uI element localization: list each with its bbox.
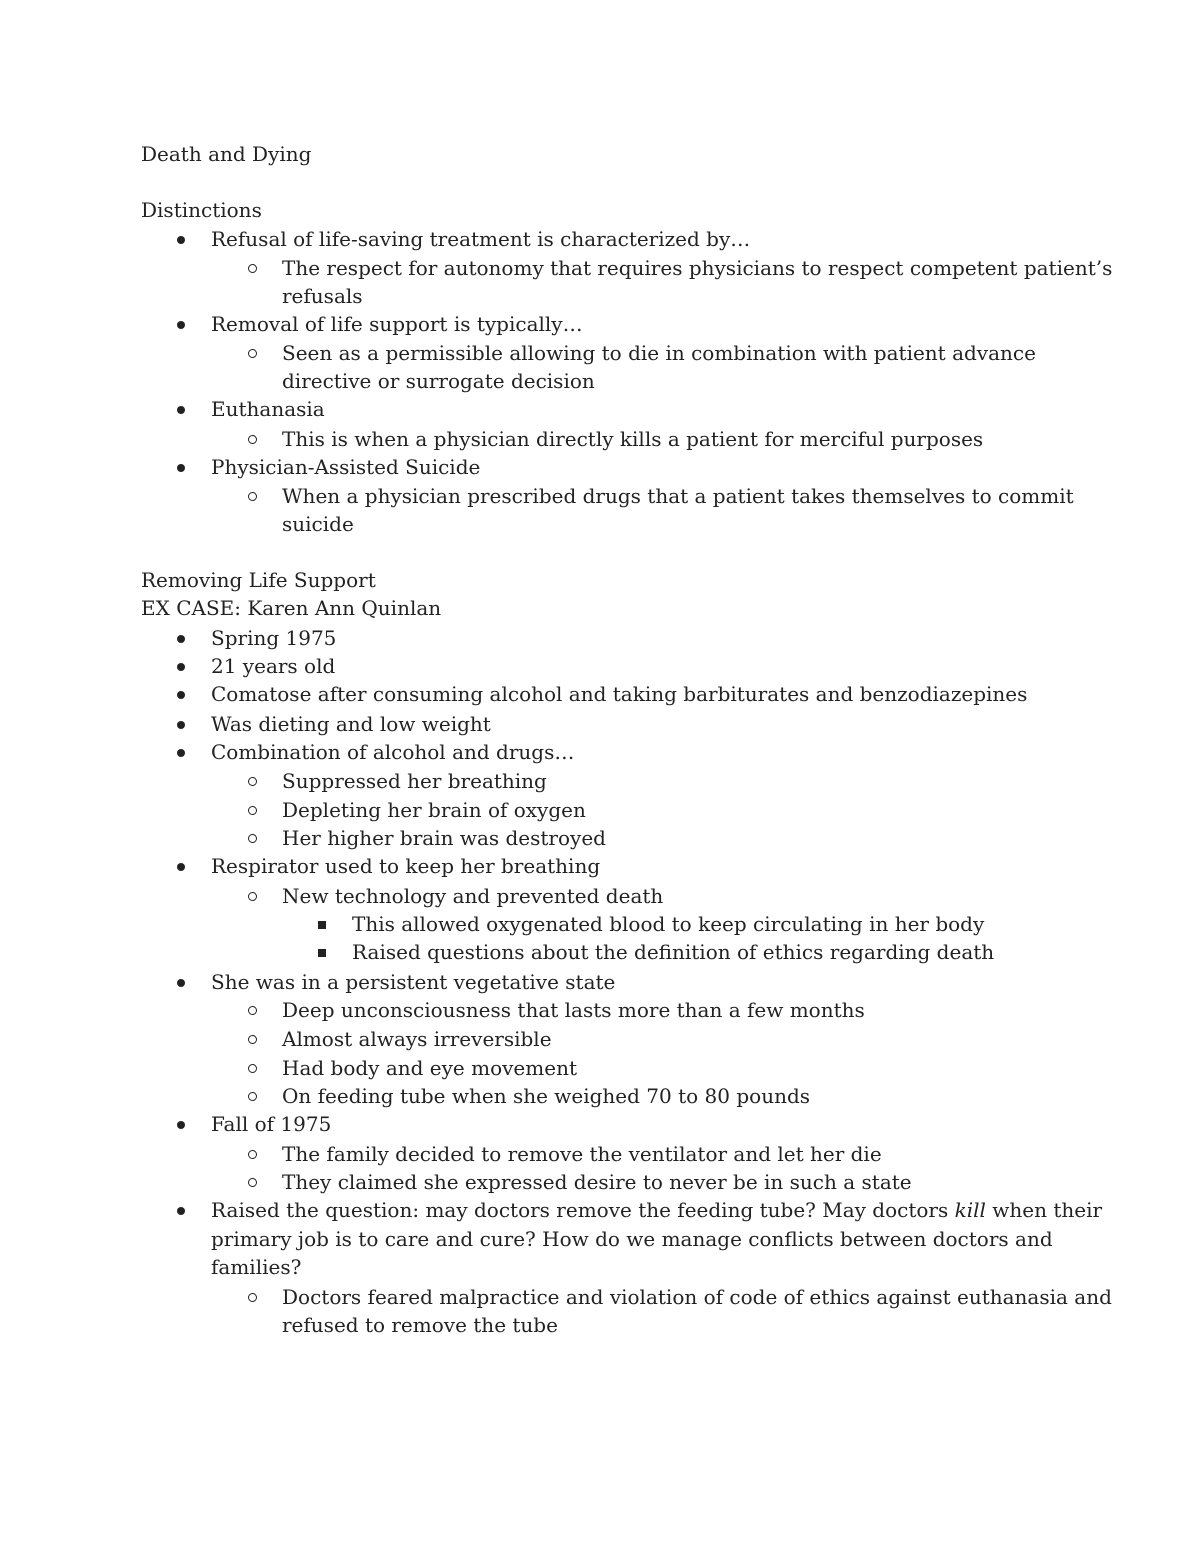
list-item: Combination of alcohol and drugs… [211, 740, 575, 764]
bullet-circle [248, 1006, 257, 1015]
list-item: This is when a physician directly kills a patient for merciful purposes [282, 427, 984, 451]
case-heading: EX CASE: Karen Ann Quinlan [141, 596, 442, 620]
list-item-continuation: families? [211, 1255, 302, 1279]
list-item: Refusal of life-saving treatment is characterized by… [211, 227, 751, 251]
list-item: They claimed she expressed desire to never be in such a state [282, 1170, 912, 1194]
list-item-continuation: primary job is to care and cure? How do we manage conflicts between doctors and [211, 1227, 1053, 1251]
list-item: Comatose after consuming alcohol and taking barbiturates and benzodiazepines [211, 682, 1028, 706]
bullet-circle [248, 1092, 257, 1101]
bullet-disc [177, 1121, 185, 1129]
bullet-disc [177, 721, 185, 729]
list-item: She was in a persistent vegetative state [211, 970, 616, 994]
bullet-disc [177, 691, 185, 699]
list-item: The respect for autonomy that requires physicians to respect competent patient’s [282, 256, 1113, 280]
list-item: Doctors feared malpractice and violation of code of ethics against euthanasia and [282, 1285, 1112, 1309]
list-item-continuation: refusals [282, 284, 363, 308]
bullet-disc [177, 236, 185, 244]
list-item: Euthanasia [211, 397, 325, 421]
list-item: Her higher brain was destroyed [282, 826, 606, 850]
bullet-disc [177, 979, 185, 987]
list-item: 21 years old [211, 654, 336, 678]
bullet-circle [248, 1178, 257, 1187]
bullet-circle [248, 1150, 257, 1159]
bullet-circle [248, 777, 257, 786]
list-item: Spring 1975 [211, 626, 337, 650]
list-item: This allowed oxygenated blood to keep circulating in her body [352, 912, 985, 936]
bullet-square [318, 921, 326, 929]
bullet-circle [248, 349, 257, 358]
list-item [211, 1196, 1102, 1224]
list-item: When a physician prescribed drugs that a patient takes themselves to commit [282, 484, 1074, 508]
bullet-circle [248, 1064, 257, 1073]
list-item-continuation: directive or surrogate decision [282, 369, 595, 393]
list-item: Fall of 1975 [211, 1112, 332, 1136]
bullet-circle [248, 264, 257, 273]
bullet-disc [177, 321, 185, 329]
bullet-disc [177, 464, 185, 472]
bullet-disc [177, 406, 185, 414]
list-item-continuation: suicide [282, 512, 354, 536]
list-item: New technology and prevented death [282, 884, 664, 908]
bullet-disc [177, 663, 185, 671]
list-item-text: when their [985, 1198, 1103, 1222]
document-title: Death and Dying [141, 142, 312, 166]
emphasis-kill: kill [954, 1198, 986, 1222]
section-heading-removing-life-support: Removing Life Support [141, 568, 376, 592]
bullet-circle [248, 1293, 257, 1302]
list-item: Physician-Assisted Suicide [211, 455, 481, 479]
list-item: Deep unconsciousness that lasts more than a few months [282, 998, 865, 1022]
list-item: Raised questions about the definition of ethics regarding death [352, 940, 995, 964]
bullet-disc [177, 749, 185, 757]
list-item: Seen as a permissible allowing to die in combination with patient advance [282, 341, 1036, 365]
bullet-disc [177, 1207, 185, 1215]
list-item: Suppressed her breathing [282, 769, 547, 793]
bullet-circle [248, 806, 257, 815]
list-item: Respirator used to keep her breathing [211, 854, 601, 878]
list-item: Was dieting and low weight [211, 712, 491, 736]
bullet-square [318, 949, 326, 957]
bullet-circle [248, 892, 257, 901]
list-item: Almost always irreversible [282, 1027, 552, 1051]
bullet-circle [248, 492, 257, 501]
list-item: Removal of life support is typically… [211, 312, 583, 336]
bullet-circle [248, 834, 257, 843]
bullet-circle [248, 435, 257, 444]
list-item: On feeding tube when she weighed 70 to 80 pounds [282, 1084, 811, 1108]
list-item-continuation: refused to remove the tube [282, 1313, 558, 1337]
list-item-text: Raised the question: may doctors remove the feeding tube? May doctors [211, 1198, 955, 1222]
bullet-disc [177, 863, 185, 871]
bullet-circle [248, 1035, 257, 1044]
list-item: The family decided to remove the ventilator and let her die [282, 1142, 882, 1166]
bullet-disc [177, 635, 185, 643]
section-heading-distinctions: Distinctions [141, 198, 262, 222]
list-item: Depleting her brain of oxygen [282, 798, 586, 822]
list-item: Had body and eye movement [282, 1056, 577, 1080]
